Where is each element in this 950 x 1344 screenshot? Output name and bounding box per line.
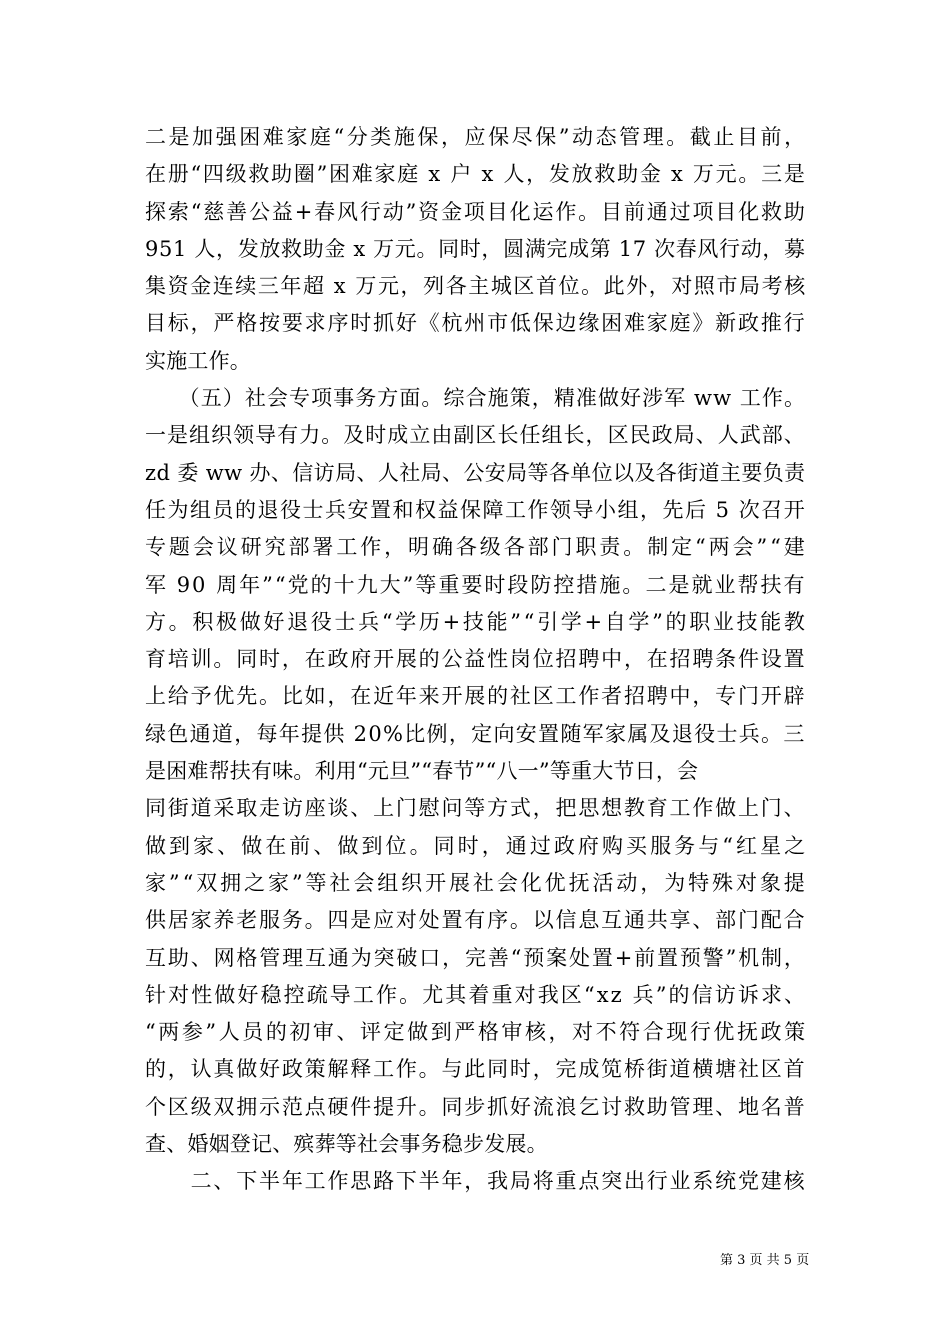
text-line: 育培训。同时，在政府开展的公益性岗位招聘中，在招聘条件设置 xyxy=(145,647,807,672)
text-line: 方。积极做好退役士兵“学历+技能”“引学+自学”的职业技能教 xyxy=(145,609,808,634)
text-line: 家”“双拥之家”等社会组织开展社会化优抚活动，为特殊对象提 xyxy=(145,870,808,895)
text-line: 在册“四级救助圈”困难家庭 x 户 x 人，发放救助金 x 万元。三是 xyxy=(145,162,807,187)
text-line: 951 人，发放救助金 x 万元。同时，圆满完成第 17 次春风行动，募 xyxy=(145,236,806,261)
text-line: 个区级双拥示范点硬件提升。同步抓好流浪乞讨救助管理、地名普 xyxy=(145,1094,807,1119)
text-line: 任为组员的退役士兵安置和权益保障工作领导小组，先后 5 次召开 xyxy=(145,497,807,522)
text-line: 做到家、做在前、做到位。同时，通过政府购买服务与“红星之 xyxy=(145,833,809,858)
text-line: zd 委 ww 办、信访局、人社局、公安局等各单位以及各街道主要负责 xyxy=(145,460,806,485)
body-text xyxy=(145,119,809,1201)
text-line: 目标，严格按要求序时抓好《杭州市低保边缘困难家庭》新政推行 xyxy=(145,311,807,336)
text-line: 同街道采取走访座谈、上门慰问等方式，把思想教育工作做上门、 xyxy=(145,796,807,821)
text-line: 一是组织领导有力。及时成立由副区长任组长，区民政局、人武部、 xyxy=(145,423,806,448)
text-line: 查、婚姻登记、殡葬等社会事务稳步发展。 xyxy=(145,1132,548,1157)
text-line: （五）社会专项事务方面。综合施策，精准做好涉军 ww 工作。 xyxy=(145,386,807,411)
text-line: 探索“慈善公益+春风行动”资金项目化运作。目前通过项目化救助 xyxy=(145,199,807,224)
text-line: 军 90 周年”“党的十九大”等重要时段防控措施。二是就业帮扶有 xyxy=(145,572,807,597)
text-line: 集资金连续三年超 x 万元，列各主城区首位。此外，对照市局考核 xyxy=(145,274,807,299)
text-line: 的，认真做好政策解释工作。与此同时，完成笕桥街道横塘社区首 xyxy=(145,1057,807,1082)
text-line: 针对性做好稳控疏导工作。尤其着重对我区“xz 兵”的信访诉求、 xyxy=(145,982,808,1007)
text-line: 绿色通道，每年提供 20%比例，定向安置随军家属及退役士兵。三 xyxy=(145,721,806,746)
text-line: 上给予优先。比如，在近年来开展的社区工作者招聘中，专门开辟 xyxy=(145,684,807,709)
text-line: 实施工作。 xyxy=(145,348,251,373)
text-line: 二是加强困难家庭“分类施保，应保尽保”动态管理。截止目前， xyxy=(145,125,808,149)
text-line: 专题会议研究部署工作，明确各级各部门职责。制定“两会”“建 xyxy=(145,535,808,560)
page-number-footer: 第 3 页 共 5 页 xyxy=(720,1253,810,1268)
text-line: “两参”人员的初审、评定做到严格审核，对不符合现行优抚政策 xyxy=(145,1020,808,1045)
text-line: 供居家养老服务。四是应对处置有序。以信息互通共享、部门配合 xyxy=(145,908,807,933)
text-line: 是困难帮扶有味。利用“元旦”“春节”“八一”等重大节日，会 xyxy=(145,759,699,784)
text-line: 二、下半年工作思路下半年，我局将重点突出行业系统党建核 xyxy=(145,1169,807,1194)
text-line: 互助、网格管理互通为突破口，完善“预案处置+前置预警”机制， xyxy=(145,945,807,970)
